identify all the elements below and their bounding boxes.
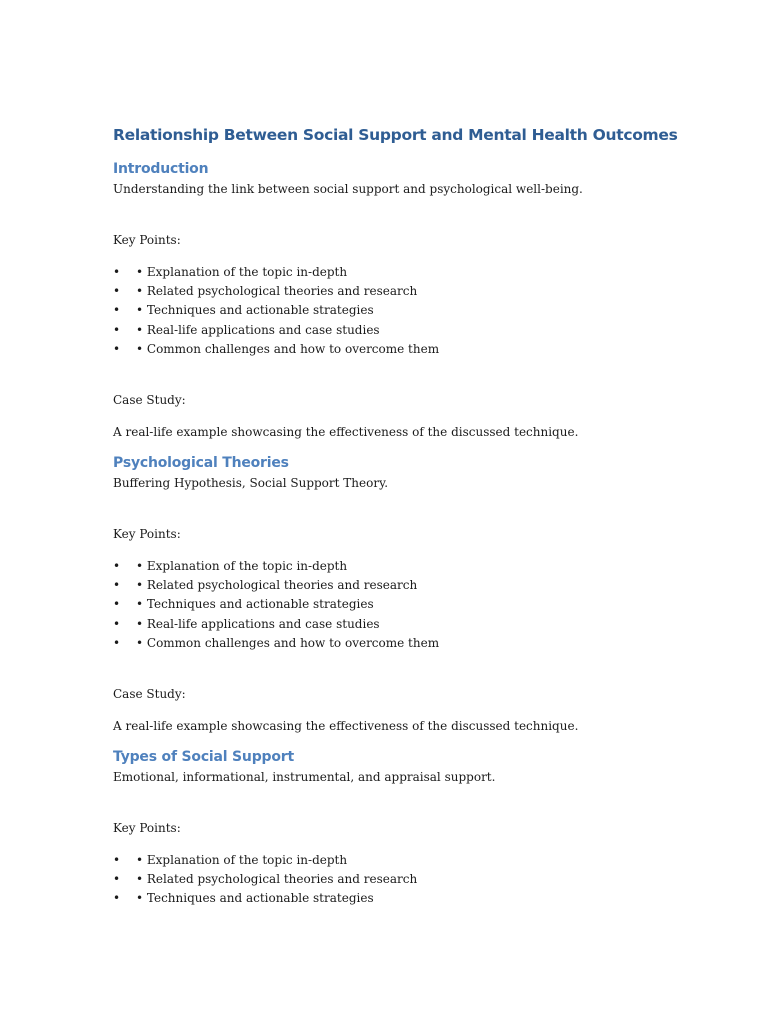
bullet-icon: • bbox=[113, 559, 121, 574]
key-points-list bbox=[113, 263, 713, 359]
list-item bbox=[113, 595, 713, 614]
document-title: Relationship Between Social Support and Mental Health Outcomes bbox=[113, 126, 678, 144]
case-study-label: Case Study: bbox=[113, 393, 186, 408]
list-item bbox=[113, 851, 713, 870]
list-item bbox=[113, 340, 713, 359]
case-study-text: A real-life example showcasing the effectiveness of the discussed technique. bbox=[113, 425, 579, 440]
section-types-of-social-support bbox=[113, 747, 713, 909]
section-description: Buffering Hypothesis, Social Support Theory. bbox=[113, 476, 389, 491]
section-heading: Introduction bbox=[113, 161, 209, 177]
bullet-icon: • bbox=[113, 265, 121, 279]
list-item-text: • Explanation of the topic in-depth bbox=[136, 853, 348, 868]
key-points-list bbox=[113, 557, 713, 653]
list-item-text: • Techniques and actionable strategies bbox=[136, 597, 374, 612]
list-item-text: • Common challenges and how to overcome them bbox=[136, 635, 440, 650]
bullet-icon: • bbox=[113, 341, 121, 356]
bullet-icon: • bbox=[113, 616, 121, 631]
list-item-text: • Techniques and actionable strategies bbox=[136, 891, 374, 906]
bullet-icon: • bbox=[113, 891, 121, 906]
list-item bbox=[113, 321, 713, 340]
key-points-list bbox=[113, 851, 713, 909]
list-item bbox=[113, 301, 713, 320]
bullet-icon: • bbox=[113, 322, 121, 337]
bullet-icon: • bbox=[113, 578, 121, 593]
list-item bbox=[113, 557, 713, 576]
list-item bbox=[113, 576, 713, 595]
list-item-text: • Techniques and actionable strategies bbox=[136, 303, 374, 318]
case-study-text: A real-life example showcasing the effectiveness of the discussed technique. bbox=[113, 719, 579, 734]
key-points-label: Key Points: bbox=[113, 821, 181, 836]
list-item-text: • Related psychological theories and research bbox=[136, 578, 418, 593]
list-item-text: • Common challenges and how to overcome them bbox=[136, 341, 440, 356]
list-item-text: • Explanation of the topic in-depth bbox=[136, 559, 348, 574]
bullet-icon: • bbox=[113, 597, 121, 612]
list-item-text: • Real-life applications and case studies bbox=[136, 616, 380, 631]
list-item bbox=[113, 282, 713, 301]
section-description: Emotional, informational, instrumental, and appraisal support. bbox=[113, 770, 496, 785]
bullet-icon: • bbox=[113, 284, 121, 299]
document-body bbox=[113, 124, 713, 909]
key-points-label: Key Points: bbox=[113, 233, 181, 247]
list-item bbox=[113, 263, 713, 282]
list-item bbox=[113, 615, 713, 634]
section-heading: Psychological Theories bbox=[113, 455, 289, 472]
bullet-icon: • bbox=[113, 853, 121, 868]
key-points-label: Key Points: bbox=[113, 527, 181, 542]
list-item bbox=[113, 889, 713, 908]
list-item-text: • Real-life applications and case studies bbox=[136, 322, 380, 337]
list-item-text: • Explanation of the topic in-depth bbox=[136, 265, 348, 279]
bullet-icon: • bbox=[113, 872, 121, 887]
section-heading: Types of Social Support bbox=[113, 749, 294, 766]
list-item bbox=[113, 870, 713, 889]
bullet-icon: • bbox=[113, 303, 121, 318]
list-item bbox=[113, 634, 713, 653]
section-description: Understanding the link between social support and psychological well-being. bbox=[113, 182, 583, 196]
list-item-text: • Related psychological theories and research bbox=[136, 284, 418, 299]
case-study-label: Case Study: bbox=[113, 687, 186, 702]
bullet-icon: • bbox=[113, 635, 121, 650]
list-item-text: • Related psychological theories and research bbox=[136, 872, 418, 887]
section-psychological-theories bbox=[113, 453, 713, 734]
section-introduction bbox=[113, 159, 713, 440]
